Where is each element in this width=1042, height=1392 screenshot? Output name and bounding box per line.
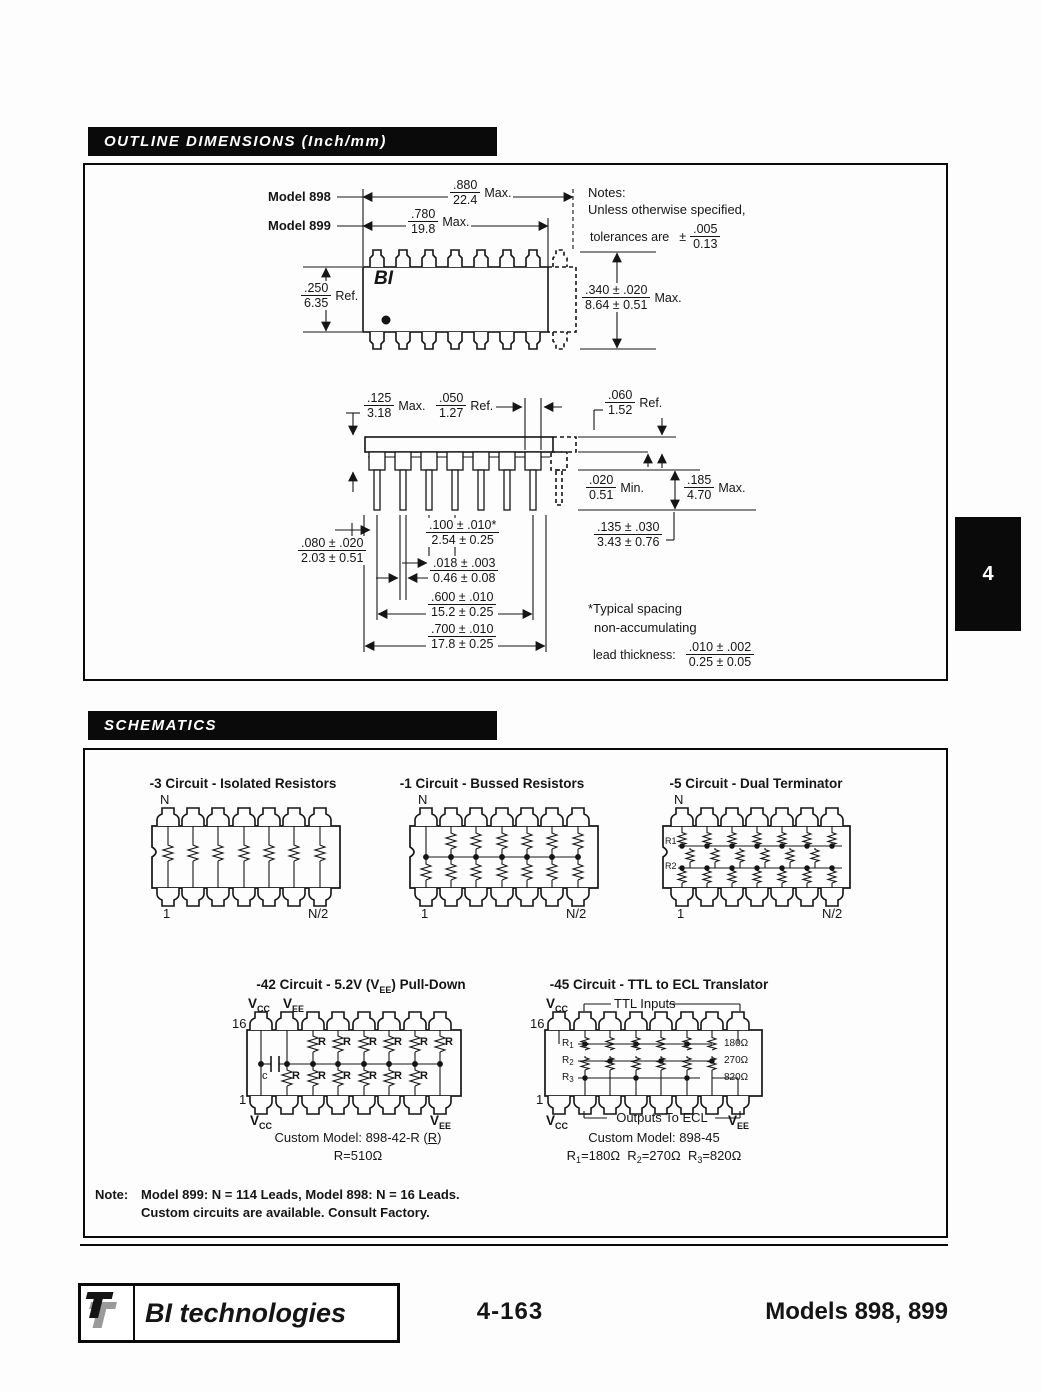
dim-018: $\frac{.018 \pm .003}{0.46 \pm 0.08}$ [428, 556, 500, 585]
notes-line2: Unless otherwise specified, [588, 202, 746, 217]
dim-020: $\frac{.020}{0.51}$ Min. [584, 473, 646, 502]
pin-16-label: 16 [530, 1016, 545, 1031]
dim-125: $\frac{.125}{3.18}$ Max. [362, 391, 427, 420]
schematic-3-isolated [152, 808, 340, 906]
vcc-top-label: $V_{CC}$ [248, 996, 271, 1014]
schematic-42-pulldown [247, 1012, 461, 1114]
footer-models: Models 898, 899 [765, 1298, 948, 1325]
schematic-5-title: -5 Circuit - Dual Terminator [669, 776, 843, 791]
pin-1-label: 1 [163, 906, 171, 921]
r-label: R [318, 1036, 326, 1048]
page-number: 4-163 [476, 1298, 544, 1325]
r2-rail-label: R2 [665, 861, 677, 871]
dim-600: $\frac{.600 \pm .010}{15.2 \pm 0.25}$ [426, 590, 498, 619]
r2-label: $R_2$ [562, 1055, 574, 1067]
pin-1-label: 1 [677, 906, 685, 921]
r-label: R [318, 1070, 326, 1082]
r-label: R [292, 1070, 300, 1082]
pin-n2-label: N/2 [566, 906, 587, 921]
pin1-dot [382, 316, 391, 325]
r-label: R [394, 1036, 402, 1048]
r1-rail-label: R1 [665, 836, 677, 846]
pin-1-label: 1 [536, 1092, 544, 1107]
dim-100: $\frac{.100 \pm .010*}{2.54 \pm 0.25}$ [424, 518, 501, 547]
dim-780: $\frac{.780}{19.8}$ Max. [406, 207, 471, 236]
vcc-top-label: $V_{CC}$ [546, 996, 569, 1014]
value-820-label: 820Ω [724, 1072, 749, 1083]
value-270-label: 270Ω [724, 1055, 749, 1066]
r-label: R [420, 1070, 428, 1082]
logo-box [78, 1283, 400, 1343]
chapter-tab: 4 [955, 517, 1021, 631]
vcc-bottom-label: $V_{CC}$ [250, 1113, 273, 1131]
pin-n-label: N [674, 792, 684, 807]
schematic-1-title: -1 Circuit - Bussed Resistors [399, 776, 585, 791]
model-898-label: Model 898 [268, 189, 331, 204]
outline-dimensions-header: OUTLINE DIMENSIONS (Inch/mm) [88, 127, 497, 156]
side-view-dimensions [335, 398, 756, 652]
r1-label: $R_1$ [562, 1038, 574, 1050]
pin-n-label: N [160, 792, 170, 807]
schematic-45-title: -45 Circuit - TTL to ECL Translator [549, 977, 769, 992]
dim-050: $\frac{.050}{1.27}$ Ref. [434, 391, 495, 420]
dim-135: $\frac{.135 \pm .030}{3.43 \pm 0.76}$ [592, 520, 664, 549]
r-label: R [369, 1036, 377, 1048]
spacing-note-2: non-accumulating [594, 620, 697, 635]
vcc-bottom-label: $V_{CC}$ [546, 1113, 569, 1131]
dim-880: $\frac{.880}{22.4}$ Max. [448, 178, 513, 207]
notes-tolerance: tolerances are ± $\frac{.005}{0.13}$ [588, 222, 722, 251]
r-label: R [343, 1036, 351, 1048]
value-180-label: 180Ω [724, 1038, 749, 1049]
note-line1: Model 899: N = 114 Leads, Model 898: N = 16 Leads. [141, 1187, 460, 1202]
custom-model-42: Custom Model: 898-42-R (R) [274, 1130, 442, 1145]
r-value-42: R=510Ω [333, 1148, 383, 1163]
schematic-3-title: -3 Circuit - Isolated Resistors [149, 776, 337, 791]
r-values-45: $R_1=180\Omega$ $R_2=270\Omega$ $R_3=820\Omega$ [566, 1148, 742, 1165]
r-label: R [394, 1070, 402, 1082]
schematic-5-dual-terminator [663, 808, 850, 906]
pin-1-label: 1 [421, 906, 429, 921]
bi-logo-mark: BI [374, 268, 393, 289]
dim-340: $\frac{.340 \pm .020}{8.64 \pm 0.51}$ Max. [580, 283, 684, 312]
vee-bottom-label: $V_{EE}$ [430, 1113, 452, 1131]
r-label: R [369, 1070, 377, 1082]
pin-n-label: N [418, 792, 428, 807]
dim-185: $\frac{.185}{4.70}$ Max. [682, 473, 747, 502]
vee-bottom-label: $V_{EE}$ [728, 1113, 750, 1131]
r-label: R [445, 1036, 453, 1048]
lead-thickness: lead thickness: $\frac{.010 \pm .002}{0.25 \pm 0.05}$ [591, 640, 756, 669]
pin-n2-label: N/2 [822, 906, 843, 921]
spacing-note-1: *Typical spacing [588, 601, 682, 616]
dim-250: $\frac{.250}{6.35}$ Ref. [299, 281, 360, 310]
pin-16-label: 16 [232, 1016, 247, 1031]
pin-1-label: 1 [239, 1092, 247, 1107]
model-899-label: Model 899 [268, 218, 331, 233]
tt-logo-icon [81, 1286, 135, 1340]
dip-side-view [365, 437, 576, 510]
schematic-1-bussed [410, 808, 598, 906]
cap-label: c [262, 1070, 268, 1082]
vee-top-label: $V_{EE}$ [283, 996, 305, 1014]
outputs-ecl-label: Outputs To ECL [616, 1110, 708, 1125]
r-label: R [420, 1036, 428, 1048]
notes-line1: Notes: [588, 185, 626, 200]
custom-model-45: Custom Model: 898-45 [588, 1130, 720, 1145]
r3-label: $R_3$ [562, 1072, 574, 1084]
pin-n2-label: N/2 [308, 906, 329, 921]
dim-700: $\frac{.700 \pm .010}{17.8 \pm 0.25}$ [426, 622, 498, 651]
schematic-42-title: -42 Circuit - 5.2V $(V_{EE})$ Pull-Down [256, 977, 466, 995]
note-label: Note: [95, 1187, 129, 1202]
dip-top-view [363, 250, 576, 349]
r-label: R [343, 1070, 351, 1082]
dim-080: $\frac{.080 \pm .020}{2.03 \pm 0.51}$ [296, 536, 368, 565]
schematics-header: SCHEMATICS [88, 711, 497, 740]
dim-060: $\frac{.060}{1.52}$ Ref. [603, 388, 664, 417]
brand-name: BI technologies [145, 1297, 347, 1328]
note-line2: Custom circuits are available. Consult Factory. [141, 1205, 430, 1220]
ttl-inputs-label: TTL Inputs [614, 996, 676, 1011]
